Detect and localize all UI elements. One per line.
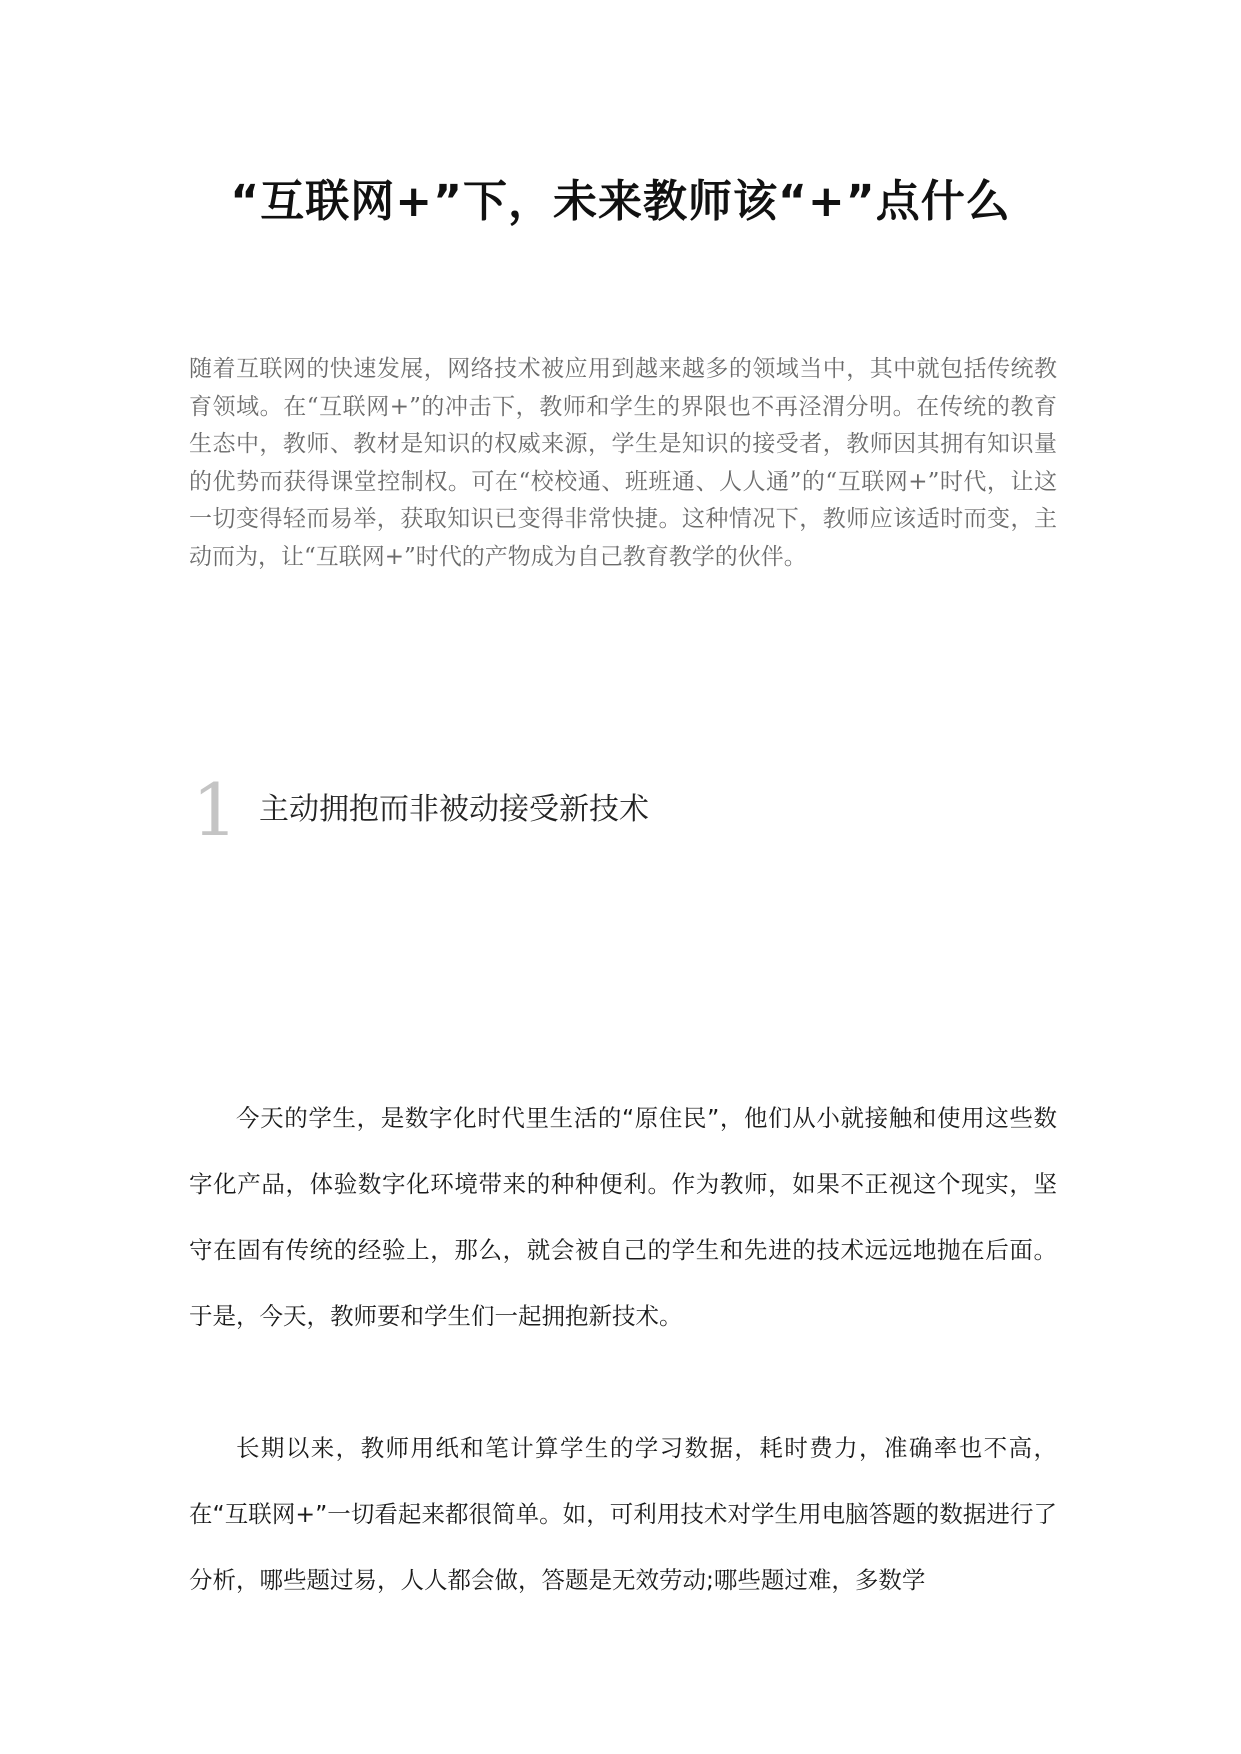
body-paragraph: 今天的学生，是数字化时代里生活的“原住民”，他们从小就接触和使用这些数字化产品，体验数字化环境带来的种种便利。作为教师，如果不正视这个现实，坚守在固有传统的经验上，那么，就会被自己的学生和先进的技术远远地抛在后面。于是，今天，教师要和学生们一起拥抱新技术。	[189, 1104, 1057, 1330]
page-title: “互联网+”下，未来教师该“+”点什么	[230, 176, 1011, 227]
intro-paragraph: 随着互联网的快速发展，网络技术被应用到越来越多的领域当中，其中就包括传统教育领域。在“互联网+”的冲击下，教师和学生的界限也不再泾渭分明。在传统的教育生态中，教师、教材是知识的权威来源，学生是知识的接受者，教师因其拥有知识量的优势而获得课堂控制权。可在“校校通、班班通、人人通”的“互联网+”时代，让这一切变得轻而易举，获取知识已变得非常快捷。这种情况下，教师应该适时而变，主动而为，让“互联网+”时代的产物成为自己教育教学的伙伴。	[189, 356, 1057, 570]
section-heading	[189, 770, 1057, 850]
body-paragraph: 长期以来，教师用纸和笔计算学生的学习数据，耗时费力，准确率也不高，在“互联网+”一切看起来都很简单。如，可利用技术对学生用电脑答题的数据进行了分析，哪些题过易，人人都会做，答题是无效劳动;哪些题过难，多数学	[189, 1434, 1057, 1594]
section-title: 主动拥抱而非被动接受新技术	[259, 792, 649, 827]
section-number: 1	[192, 768, 238, 852]
